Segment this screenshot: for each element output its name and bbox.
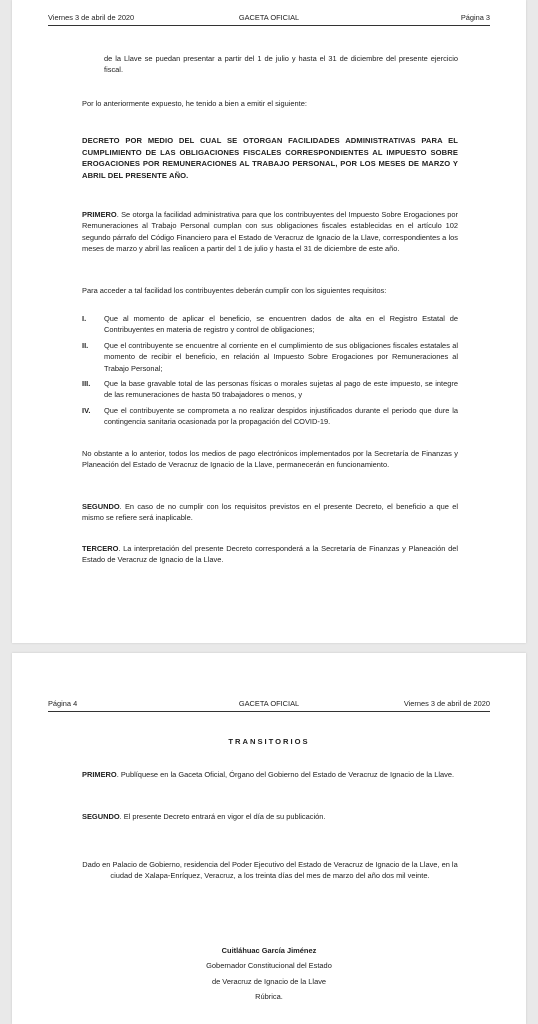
header-publication: GACETA OFICIAL (238, 13, 300, 22)
article-text: . Se otorga la facilidad administrativa para que los contribuyentes del Impuesto Sobre Erogaciones por Remuneraciones al Trabajo Personal cumplan con sus obligaciones fiscales establecidas en el artículo 102 segundo párrafo del Código Financiero para el Estado de Veracruz de Ignacio de la Llave, correspondientes a los meses de marzo y abril las realicen a partir del 1 de julio y hasta el 31 de diciembre de este año. (82, 210, 458, 253)
signer-name: Cuitláhuac García Jiménez (221, 946, 317, 955)
article-label: SEGUNDO (82, 502, 120, 511)
closing-paragraph: Dado en Palacio de Gobierno, residencia del Poder Ejecutivo del Estado de Veracruz de Ignacio de la Llave, en la ciudad de Xalapa-Enríquez, Veracruz, a los treinta días del mes de marzo del año dos mil veinte. (82, 860, 458, 881)
requirement-text: Que el contribuyente se comprometa a no realizar despidos injustificados durante el periodo que dure la contingencia sanitaria ocasionada por la propagación del COVID-19. (104, 406, 458, 427)
requirement-text: Que el contribuyente se encuentre al corriente en el cumplimiento de sus obligaciones fiscales estatales al momento de recibir el beneficio, en relación al Impuesto Sobre Erogaciones por Remuneraciones al Trabajo Personal; (104, 341, 458, 373)
header-date: Viernes 3 de abril de 2020 (48, 13, 135, 22)
requirement-number: III. (82, 379, 91, 388)
article-text: . Publíquese en la Gaceta Oficial, Órgano del Gobierno del Estado de Veracruz de Ignacio de la Llave. (116, 770, 455, 779)
rubrica-label: Rúbrica. (255, 991, 283, 1001)
article-text: . El presente Decreto entrará en vigor el día de su publicación. (119, 812, 326, 821)
article-label: PRIMERO (82, 210, 117, 219)
transitorios-heading: TRANSITORIOS (228, 737, 310, 746)
requirement-item (82, 340, 458, 374)
transitorio-segundo (82, 811, 458, 822)
header-page-number: Página 3 (460, 13, 490, 22)
header-date: Viernes 3 de abril de 2020 (403, 699, 490, 708)
requirements-intro: Para acceder a tal facilidad los contribuyentes deberán cumplir con los siguientes requisitos: (82, 286, 387, 295)
transitorio-primero (82, 769, 458, 780)
article-text: . La interpretación del presente Decreto corresponderá a la Secretaría de Finanzas y Planeación del Estado de Veracruz de Ignacio de la Llave. (82, 544, 458, 565)
article-label: SEGUNDO (82, 812, 120, 821)
requirement-number: II. (82, 341, 89, 350)
article-tercero (82, 543, 458, 566)
payment-methods-paragraph: No obstante a lo anterior, todos los medios de pago electrónicos implementados por la Secretaría de Finanzas y Planeación del Estado de Veracruz de Ignacio de la Llave, permanecerán en funcionamiento. (82, 449, 458, 470)
article-primero (82, 209, 458, 254)
article-label: TERCERO (82, 544, 119, 553)
requirement-item (82, 405, 458, 428)
document-page-4 (12, 653, 526, 1024)
document-page-3 (12, 0, 526, 643)
requirement-text: Que al momento de aplicar el beneficio, se encuentren dados de alta en el Registro Estatal de Contribuyentes en materia de registro y control de obligaciones; (104, 314, 458, 335)
requirement-item (82, 313, 458, 336)
requirement-item (82, 378, 458, 401)
continued-paragraph: de la Llave se puedan presentar a partir del 1 de julio y hasta el 31 de diciembre del presente ejercicio fiscal. (104, 54, 458, 75)
decree-title: DECRETO POR MEDIO DEL CUAL SE OTORGAN FACILIDADES ADMINISTRATIVAS PARA EL CUMPLIMIENTO DE LAS OBLIGACIONES FISCALES CORRESPONDIENTES AL IMPUESTO SOBRE EROGACIONES POR REMUNERACIONES AL TRABAJO PERSONAL, POR LOS MESES DE MARZO Y ABRIL DEL PRESENTE AÑO. (82, 136, 458, 180)
signer-state: de Veracruz de Ignacio de la Llave (211, 976, 327, 986)
requirement-text: Que la base gravable total de las personas físicas o morales sujetas al pago de este impuesto, se integre de las remuneraciones de hasta 50 trabajadores o menos, y (104, 379, 458, 400)
intro-paragraph: Por lo anteriormente expuesto, he tenido a bien a emitir el siguiente: (82, 99, 307, 108)
requirement-number: IV. (82, 406, 91, 415)
page-header (48, 699, 490, 712)
article-label: PRIMERO (82, 770, 117, 779)
article-text: . En caso de no cumplir con los requisitos previstos en el presente Decreto, el beneficio a que el mismo se refiere será inaplicable. (82, 502, 458, 523)
page-header (48, 13, 490, 26)
article-segundo (82, 501, 458, 524)
header-publication: GACETA OFICIAL (238, 699, 300, 708)
signer-title: Gobernador Constitucional del Estado (206, 961, 332, 971)
requirement-number: I. (82, 314, 87, 323)
signature-block (12, 943, 526, 1004)
header-page-number: Página 4 (48, 699, 78, 708)
